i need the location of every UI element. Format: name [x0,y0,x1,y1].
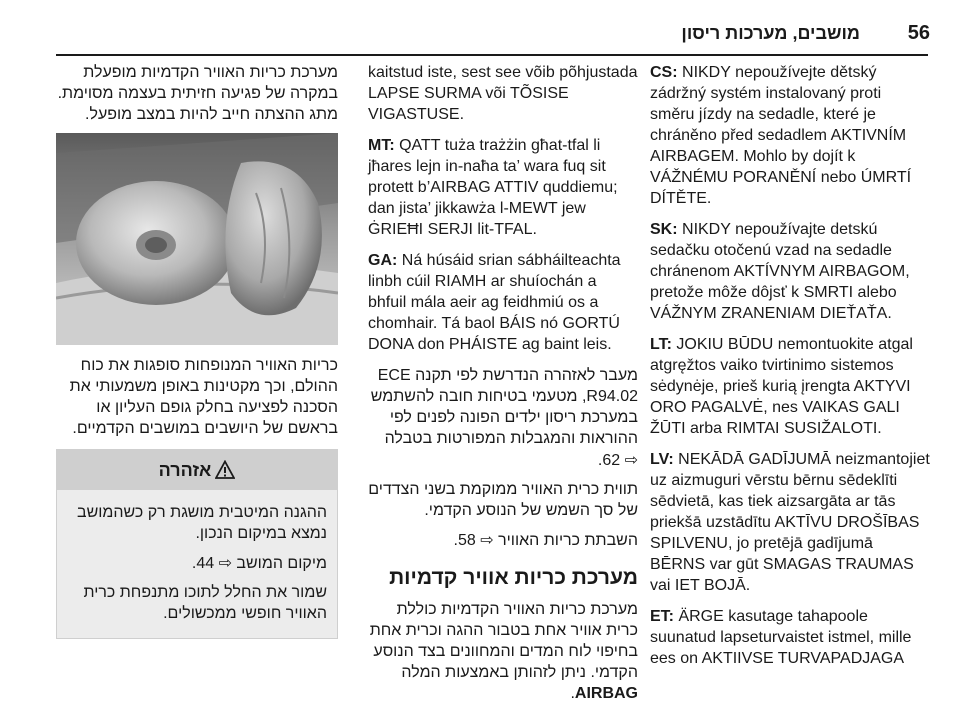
page-reference: 58 [457,532,476,549]
page-header [0,0,960,56]
warning-text: ההגנה המיטבית מושגת רק כשהמושב נמצא במיקום הנכון. [77,504,327,542]
section-paragraph: מערכת כריות האוויר הקדמיות כוללת כרית אוויר אחת בטבור ההגה וכרית אחת בחיפוי לוח המדים והמחוונים בצד הנוסע הקדמי. ניתן לזהותן באמצעות המלה AIRBAG. [369,601,638,702]
left-column [56,62,338,639]
warning-body [57,490,337,638]
page-reference: 44 [196,555,215,572]
hebrew-deactivation-ref: השבתת כריות האוויר ⇨ 58. [453,530,638,549]
warning-header [57,450,337,490]
middle-column [368,62,638,712]
hebrew-label-paragraph: תווית כרית האוויר ממוקמת בשני הצדדים של סך השמש של הנוסע הקדמי. [368,481,638,519]
reference-arrow-icon: ⇨ [218,553,232,572]
warning-paragraph-cs: CS: NIKDY nepoužívejte dětský zádržný systém instalovaný proti směru jízdy na sedadle, které je chráněno před sedadlem AKTIVNÍM AIRBAGEM. Mohlo by dojít k VÁŽNÉMU PORANĚNÍ nebo ÚMRTÍ DÍTĚTE. [650,64,912,207]
airbag-photo [56,133,338,345]
page-title: מושבים, מערכות ריסון [681,23,860,43]
warning-paragraph-lv: LV: NEKĀDĀ GADĪJUMĀ neizmantojiet uz aizmuguri vērstu bērnu sēdeklīti sēdvietā, kas tiek aizsargāta ar tās priekšā uzstādītu AKTĪVU DROŠĪBAS SPILVENU, jo pretējā gadījumā BĒRNS var gūt SMAGAS TRAUMAS vai IET BOJĀ. [650,451,930,594]
warning-text: שמור את החלל לתוכו מתנפחת כרית האוויר חופשי ממכשולים. [83,584,327,622]
warning-paragraph-sk: SK: NIKDY nepoužívajte detskú sedačku otočenú vzad na sedadle chránenom AKTÍVNYM AIRBAGOM, pretože môže dôjsť k SMRTI alebo VÁŽNYM ZRANENIAM DIEŤAŤA. [650,221,910,322]
warning-paragraph-mt: MT: QATT tuża trażżin għat-tfal li jħares lejn in-naħa ta’ wara fuq sit protett b’AIRBAG ATTIV quddiemu; dan jista’ jikkawża l-MEWT jew ĠRIEĦI SERJI lit-TFAL. [368,137,618,238]
continued-paragraph-et: kaitstud iste, sest see võib põhjustada LAPSE SURMA või TÕSISE VIGASTUSE. [368,64,638,123]
page-reference: 62 [602,452,621,469]
warning-title: אזהרה [158,459,212,480]
section-heading: מערכת כריות אוויר קדמיות [389,566,638,589]
warning-triangle-icon [215,460,235,480]
page-number: 56 [907,22,930,44]
right-column [650,62,930,679]
reference-arrow-icon: ⇨ [624,450,638,469]
warning-paragraph-et: ET: ÄRGE kasutage tahapoole suunatud lapseturvaistet istmel, mille ees on AKTIIVSE TURVAPADJAGA [650,608,912,667]
warning-paragraph-ga: GA: Ná húsáid srian sábháilteachta linbh cúil RIAMH ar shuíochán a bhfuil mála aeir ag feidhmiú os a chomhair. Tá baol BÁIS nó GORTÚ DONA don PHÁISTE ag baint leis. [368,252,621,353]
header-divider [56,54,928,56]
hebrew-regulation-paragraph: מעבר לאזהרה הנדרשת לפי תקנה ECE R94.02, מטעמי בטיחות חובה להשתמש במערכת ריסון ילדים הפונה לפנים לפי ההוראות והמגבלות המפורטות בטבלה ⇨ 62. [370,367,638,469]
protection-paragraph: כריות האוויר המנופחות סופגות את כוח ההולם, וכך מקטינות באופן משמעותי את הסכנה לפציעה בחלק גופם העליון או בראשם של היושבים במושבים הקדמיים. [69,357,338,437]
warning-paragraph-lt: LT: JOKIU BŪDU nemontuokite atgal atgręžtos vaiko tvirtinimo sistemos sėdynėje, prieš kurią įrengta AKTYVI ORO PAGALVĖ, nes VAIKAS GALI ŽŪTI arba RIMTAI SUSIŽALOTI. [650,336,913,437]
activation-paragraph: מערכת כריות האוויר הקדמיות מופעלת במקרה של פגיעה חזיתית בעצמה מסוימת. מתג ההצתה חייב להיות במצב מופעל. [57,64,338,123]
warning-seat-ref: מיקום המושב ⇨ 44. [191,553,327,572]
warning-box [56,449,338,639]
airbag-illustration [56,133,338,345]
reference-arrow-icon: ⇨ [480,530,494,549]
